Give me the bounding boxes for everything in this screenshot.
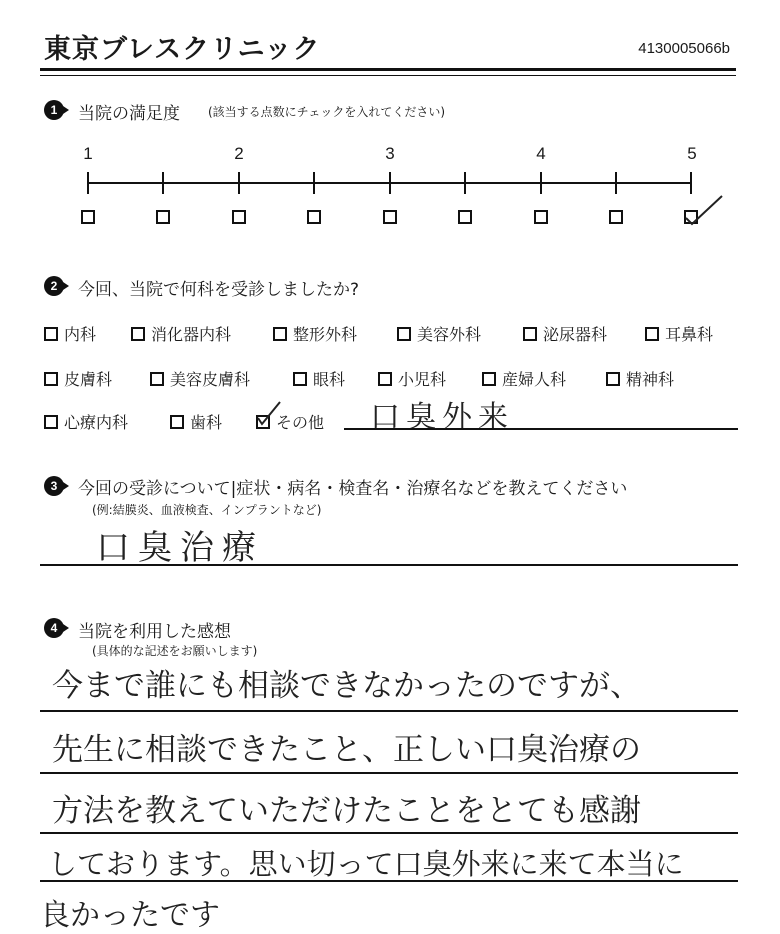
document-id: 4130005066b (638, 40, 730, 57)
checkbox[interactable] (378, 372, 392, 386)
question-2-title: 今回、当院で何科を受診しましたか? (78, 280, 360, 300)
checkbox[interactable] (397, 327, 411, 341)
checkbox[interactable] (170, 415, 184, 429)
option-obstetrics[interactable]: 産婦人科 (482, 367, 566, 390)
option-psychosomatic[interactable]: 心療内科 (44, 410, 128, 433)
impression-line-3: 方法を教えていただけたことをとても感謝 (52, 793, 641, 829)
question-4-instruction: (具体的な記述をお願いします) (92, 644, 258, 658)
scale-tick (87, 172, 89, 194)
scale-tick (540, 172, 542, 194)
question-3-title: 今回の受診について|症状・病名・検査名・治療名などを教えてください (78, 479, 628, 499)
question-3-number: 3 (44, 476, 64, 496)
answer-line (40, 710, 738, 712)
option-cosmetic-dermatology[interactable]: 美容皮膚科 (150, 367, 250, 390)
scale-label-5: 5 (687, 144, 697, 163)
checkbox[interactable] (44, 372, 58, 386)
option-psychiatry[interactable]: 精神科 (606, 367, 674, 390)
question-2-number: 2 (44, 276, 64, 296)
other-department-text: 口臭外来 (370, 400, 514, 435)
impression-line-1: 今まで誰にも相談できなかったのですが、 (52, 668, 641, 704)
header-rule-thick (40, 68, 736, 71)
treatment-answer: 口臭治療 (96, 528, 264, 568)
header-rule-thin (40, 75, 736, 76)
scale-checkbox[interactable] (534, 210, 548, 224)
answer-line (40, 772, 738, 774)
checkbox[interactable] (273, 327, 287, 341)
scale-checkbox[interactable] (232, 210, 246, 224)
answer-line (40, 880, 738, 882)
checkbox[interactable] (44, 327, 58, 341)
scale-checkbox[interactable] (458, 210, 472, 224)
checkbox[interactable] (293, 372, 307, 386)
question-1-number: 1 (44, 100, 64, 120)
answer-line (40, 832, 738, 834)
option-orthopedics[interactable]: 整形外科 (273, 322, 357, 345)
option-gastroenterology[interactable]: 消化器内科 (131, 322, 231, 345)
scale-tick (464, 172, 466, 194)
option-pediatrics[interactable]: 小児科 (378, 367, 446, 390)
checkbox[interactable] (131, 327, 145, 341)
checkbox[interactable] (482, 372, 496, 386)
scale-tick (238, 172, 240, 194)
question-4-number: 4 (44, 618, 64, 638)
question-1-instruction: (該当する点数にチェックを入れてください) (208, 105, 446, 119)
scale-tick (313, 172, 315, 194)
option-ent[interactable]: 耳鼻科 (645, 322, 713, 345)
question-1-title: 当院の満足度 (78, 104, 180, 124)
checkbox[interactable] (150, 372, 164, 386)
checkbox[interactable] (606, 372, 620, 386)
scale-label-4: 4 (536, 144, 546, 163)
impression-line-5: 良かったです (40, 898, 220, 933)
impression-line-4: しております。思い切って口臭外来に来て本当に (48, 847, 684, 881)
scale-checkbox[interactable] (156, 210, 170, 224)
scale-label-1: 1 (83, 144, 93, 163)
option-urology[interactable]: 泌尿器科 (523, 322, 607, 345)
scale-checkbox[interactable] (383, 210, 397, 224)
scale-checkbox[interactable] (609, 210, 623, 224)
check-mark-icon (252, 396, 286, 430)
scale-tick (615, 172, 617, 194)
other-answer-line (344, 428, 738, 430)
check-mark-icon (680, 190, 730, 230)
question-3-example: (例:結膜炎、血液検査、インプラントなど) (92, 503, 322, 517)
option-internal-medicine[interactable]: 内科 (44, 322, 96, 345)
scale-checkbox[interactable] (307, 210, 321, 224)
impression-line-2: 先生に相談できたこと、正しい口臭治療の (52, 732, 641, 768)
treatment-answer-line (40, 564, 738, 566)
scale-label-3: 3 (385, 144, 395, 163)
scale-tick (162, 172, 164, 194)
option-ophthalmology[interactable]: 眼科 (293, 367, 345, 390)
option-dentistry[interactable]: 歯科 (170, 410, 222, 433)
option-dermatology[interactable]: 皮膚科 (44, 367, 112, 390)
option-cosmetic-surgery[interactable]: 美容外科 (397, 322, 481, 345)
scale-tick (389, 172, 391, 194)
clinic-title: 東京ブレスクリニック (44, 34, 321, 65)
checkbox[interactable] (645, 327, 659, 341)
scale-checkbox[interactable] (81, 210, 95, 224)
option-other[interactable]: その他 (256, 410, 324, 433)
checkbox[interactable] (523, 327, 537, 341)
checkbox[interactable] (44, 415, 58, 429)
question-4-title: 当院を利用した感想 (78, 622, 231, 642)
scale-label-2: 2 (234, 144, 244, 163)
